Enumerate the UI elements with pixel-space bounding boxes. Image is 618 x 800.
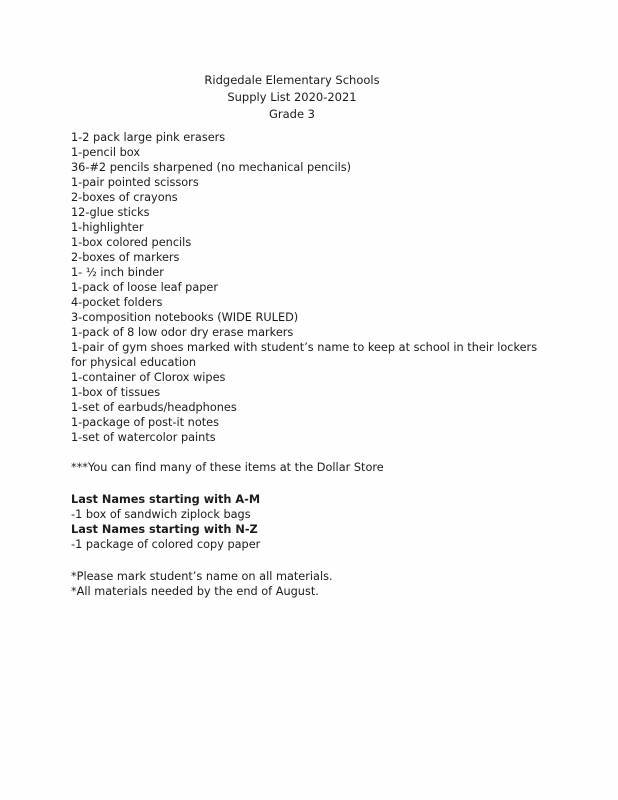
group-item-a-m: -1 box of sandwich ziplock bags	[71, 508, 251, 521]
list-item: 12-glue sticks	[71, 206, 150, 219]
school-name: Ridgedale Elementary Schools	[204, 73, 380, 87]
supply-list-body	[71, 130, 591, 599]
list-item: 1-set of earbuds/headphones	[71, 401, 237, 414]
group-heading-n-z: Last Names starting with N-Z	[71, 523, 258, 536]
group-item-n-z: -1 package of colored copy paper	[71, 538, 261, 551]
grade-label: Grade 3	[268, 107, 316, 121]
footnote-mark-name: *Please mark student’s name on all materials.	[71, 570, 333, 583]
list-item: 2-boxes of markers	[71, 251, 180, 264]
list-item: 36-#2 pencils sharpened (no mechanical pencils)	[71, 161, 352, 174]
footnotes	[71, 569, 591, 599]
footnote-deadline: *All materials needed by the end of August.	[71, 585, 319, 598]
list-item: 1-pack of loose leaf paper	[71, 281, 219, 294]
list-item: 4-pocket folders	[71, 296, 163, 309]
list-item: 1-box of tissues	[71, 386, 161, 399]
list-item: 1-container of Clorox wipes	[71, 371, 226, 384]
list-item: 1- ½ inch binder	[71, 266, 164, 279]
list-item: 1-package of post-it notes	[71, 416, 219, 429]
list-item: 1-pack of 8 low odor dry erase markers	[71, 326, 294, 339]
list-item: 1-2 pack large pink erasers	[71, 131, 226, 144]
last-name-groups	[71, 492, 591, 552]
list-item: 1-pencil box	[71, 146, 141, 159]
list-item: 1-set of watercolor paints	[71, 431, 216, 444]
group-heading-a-m: Last Names starting with A-M	[71, 493, 261, 506]
list-item: 2-boxes of crayons	[71, 191, 178, 204]
list-item: 1-box colored pencils	[71, 236, 192, 249]
list-item: 1-pair of gym shoes marked with student’s name to keep at school in their lockers	[71, 341, 538, 354]
document-header	[0, 72, 618, 123]
list-item: 1-pair pointed scissors	[71, 176, 199, 189]
supply-items	[71, 130, 591, 445]
supply-list-title: Supply List 2020-2021	[227, 90, 357, 104]
list-item: for physical education	[71, 356, 197, 369]
list-item: 3-composition notebooks (WIDE RULED)	[71, 311, 299, 324]
dollar-store-note: ***You can find many of these items at the Dollar Store	[71, 461, 384, 474]
list-item: 1-highlighter	[71, 221, 144, 234]
